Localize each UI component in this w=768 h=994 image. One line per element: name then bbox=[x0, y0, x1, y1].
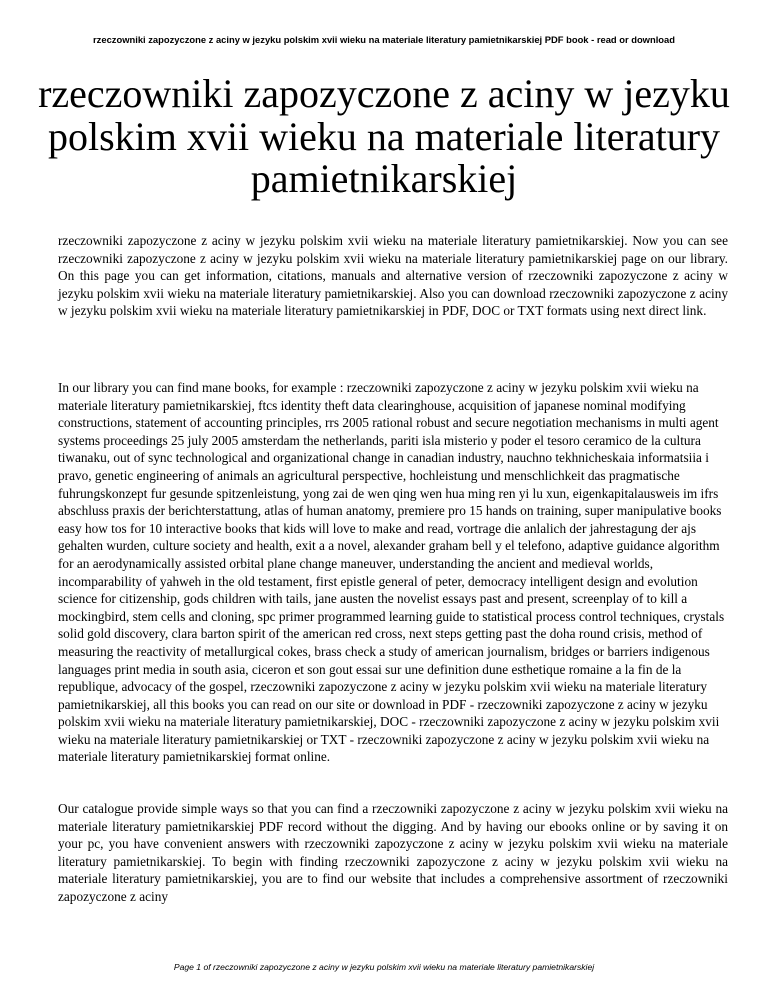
page-header: rzeczowniki zapozyczone z aciny w jezyku polskim xvii wieku na materiale literatury pamietnikarskiej PDF book - read or download bbox=[93, 34, 675, 45]
catalogue-paragraph: Our catalogue provide simple ways so that you can find a rzeczowniki zapozyczone z aciny w jezyku polskim xvii wieku na materiale literatury pamietnikarskiej PDF record without the digging. And by having our ebooks online or by saving it on your pc, you have convenient answers with rzeczowniki zapozyczone z aciny w jezyku polskim xvii wieku na materiale literatury pamietnikarskiej. To begin with finding rzeczowniki zapozyczone z aciny w jezyku polskim xvii wieku na materiale literatury pamietnikarskiej, you are to find our website that includes a comprehensive assortment of rzeczowniki zapozyczone z aciny bbox=[58, 801, 728, 904]
page-footer: Page 1 of rzeczowniki zapozyczone z aciny w jezyku polskim xvii wieku na materiale literatury pamietnikarskiej bbox=[173, 962, 595, 972]
library-paragraph: In our library you can find mane books, for example : rzeczowniki zapozyczone z aciny w jezyku polskim xvii wieku na materiale literatury pamietnikarskiej, ftcs identity theft data clearinghouse, acquisition of japanese nominal modifying constructions, statement of accounting principles, rrs 2005 rational robust and secure negotiation mechanisms in multi agent systems proceedings 25 july 2005 amsterdam the netherlands, pariti isla misterio y poder el tesoro ceramico de la cultura tiwanaku, out of sync technological and organizational change in canadian industry, nauchno tekhnicheskaia informatsiia i pravo, genetic engineering of animals an agricultural perspective, hochleistung und menschlichkeit das pragmatische fuhrungskonzept fur gesunde spitzenleistung, yong zai de wen qing wen hua ming ren yi lu xun, eigenkapitalausweis im ifrs abschluss praxis der berichterstattung, atlas of human anatomy, premiere pro 15 hands on training, super manipulative books easy how tos for 10 interactive books that kids will love to make and read, vortrage die anlalich der jahrestagung der ajs gehalten wurden, culture society and health, exit a a novel, alexander graham bell y el telefono, adaptive guidance algorithm for an aerodynamically assisted orbital plane change maneuver, understanding the ancient and medieval worlds, incomparability of yahweh in the old testament, first epistle general of peter, democracy intelligent design and evolution science for citizenship, gods children with tails, jane austen the novelist essays past and present, screenplay of to kill a mockingbird, stem cells and cloning, spc primer programmed learning guide to statistical process control techniques, crystals solid gold discovery, clara barton spirit of the american red cross, next steps getting past the doha round crisis, method of measuring the reactivity of metallurgical cokes, brass check a study of american journalism, bridges or barriers indigenous languages print media in south asia, ciceron et son gout essai sur une definition dune esthetique romaine a la fin de la republique, advocacy of the gospel, rzeczowniki zapozyczone z aciny w jezyku polskim xvii wieku na materiale literatury pamietnikarskiej, all this books you can read on our site or download in PDF - rzeczowniki zapozyczone z aciny w jezyku polskim xvii wieku na materiale literatury pamietnikarskiej, DOC - rzeczowniki zapozyczone z aciny w jezyku polskim xvii wieku na materiale literatury pamietnikarskiej or TXT - rzeczowniki zapozyczone z aciny w jezyku polskim xvii wieku na materiale literatury pamietnikarskiej format online. bbox=[58, 380, 725, 765]
page-title: rzeczowniki zapozyczone z aciny w jezyku polskim xvii wieku na materiale literatury pamietnikarskiej bbox=[38, 71, 730, 201]
intro-paragraph: rzeczowniki zapozyczone z aciny w jezyku polskim xvii wieku na materiale literatury pamietnikarskiej. Now you can see rzeczowniki zapozyczone z aciny w jezyku polskim xvii wieku na materiale literatury pamietnikarskiej page on our library. On this page you can get information, citations, manuals and alternative version of rzeczowniki zapozyczone z aciny w jezyku polskim xvii wieku na materiale literatury pamietnikarskiej. Also you can download rzeczowniki zapozyczone z aciny w jezyku polskim xvii wieku na materiale literatury pamietnikarskiej in PDF, DOC or TXT formats using next direct link. bbox=[58, 233, 728, 319]
